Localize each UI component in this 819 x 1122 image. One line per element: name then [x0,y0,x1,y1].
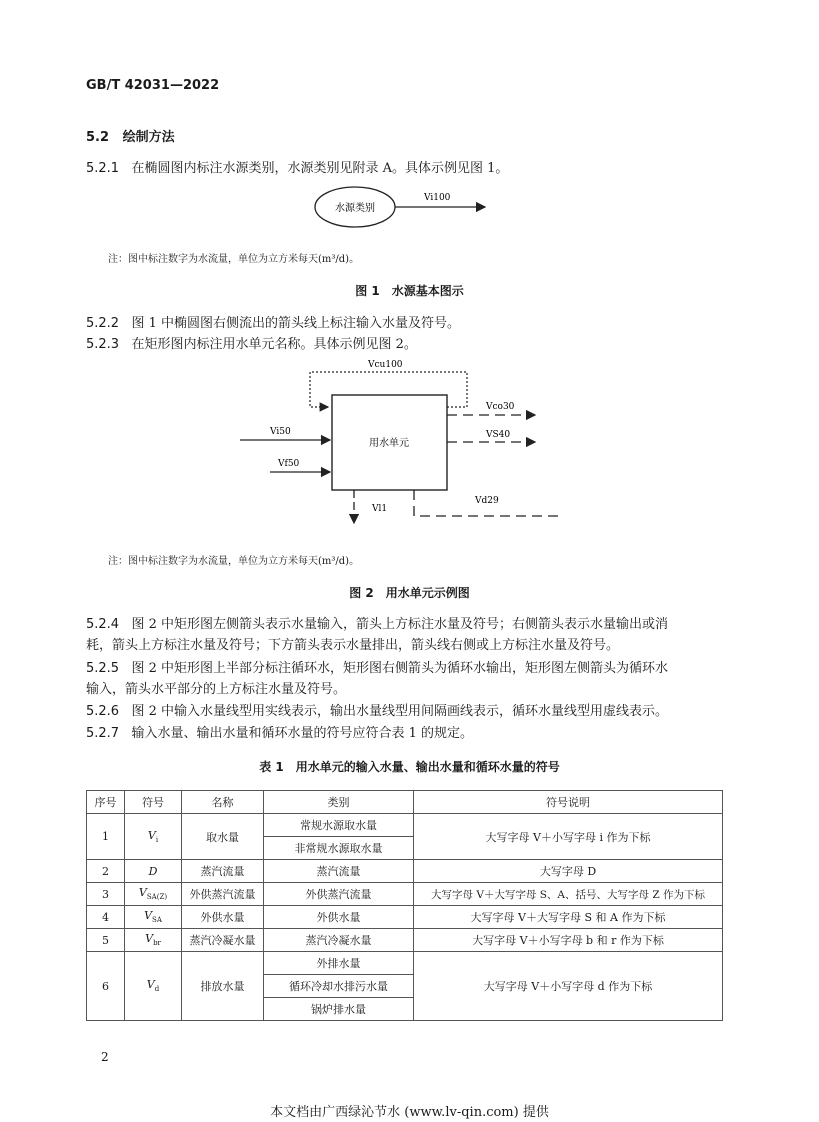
cell-category: 蒸汽冷凝水量 [264,929,414,952]
cell-category: 外供水量 [264,906,414,929]
cell-desc: 大写字母 V＋大写字母 S、A、括号、大写字母 Z 作为下标 [414,883,723,906]
symbol-letter: V [138,886,147,900]
input-label-2: Vf50 [278,459,300,469]
symbol-letter: D [148,864,158,878]
figure-2-caption: 图 2 用水单元示例图 [349,586,470,600]
clause-number: 5.2.4 [86,617,120,632]
section-heading [86,126,175,145]
clause-text: 图 2 中输入水量线型用实线表示，输出水量线型用间隔画线表示，循环水量线型用虚线表示。 [131,704,669,719]
water-unit-label: 用水单元 [369,438,409,449]
input-label-1: Vi50 [270,427,291,437]
cell-category: 锅炉排水量 [264,998,414,1021]
clause-number: 5.2.1 [86,161,120,176]
symbol-letter: V [144,909,153,923]
cell-symbol [125,929,182,952]
symbol-letter: V [145,932,154,946]
input-arrow-label: Vi100 [424,193,451,203]
cell-no: 2 [87,860,125,883]
clause-5-2-6 [86,701,668,722]
standard-number: GB/T 42031—2022 [86,78,220,93]
cell-category: 常规水源取水量 [264,814,414,837]
clause-text: 在椭圆图内标注水源类别，水源类别见附录 A。具体示例见图 1。 [131,161,509,176]
footer-credit: 本文档由广西绿沁节水 (www.lv-qin.com) 提供 [270,1105,549,1120]
figure-1-diagram [300,180,500,240]
header-cell: 符号 [125,791,182,814]
cell-no: 5 [87,929,125,952]
cell-no: 1 [87,814,125,860]
cell-category: 外供蒸汽流量 [264,883,414,906]
output-label-2: VS40 [486,430,511,440]
clause-5-2-4-cont: 耗，箭头上方标注水量及符号；下方箭头表示水量排出，箭头线右侧或上方标注水量及符号。 [86,638,620,653]
cell-desc: 大写字母 V＋小写字母 b 和 r 作为下标 [414,929,723,952]
cell-category: 非常规水源取水量 [264,837,414,860]
clause-5-2-5 [86,658,668,679]
figure-2-note: 注：图中标注数字为水流量，单位为立方米每天(m³/d)。 [108,556,360,567]
clause-number: 5.2.5 [86,661,120,676]
clause-5-2-1 [86,158,508,179]
clause-5-2-4 [86,614,668,635]
cell-name: 取水量 [182,814,264,860]
table-row [87,929,723,952]
clause-number: 5.2.7 [86,726,120,741]
cell-desc: 大写字母 V＋小写字母 i 作为下标 [414,814,723,860]
symbol-subscript: br [153,939,161,948]
discharge-label: Vd29 [475,496,499,506]
cell-name: 外供蒸汽流量 [182,883,264,906]
table-row [87,952,723,975]
cell-no: 6 [87,952,125,1021]
cell-name: 外供水量 [182,906,264,929]
clause-text-line1: 图 2 中矩形图左侧箭头表示水量输入，箭头上方标注水量及符号；右侧箭头表示水量输出或消 [131,617,669,632]
clause-text: 输入水量、输出水量和循环水量的符号应符合表 1 的规定。 [131,726,474,741]
cell-symbol [125,860,182,883]
output-label-1: Vco30 [486,402,515,412]
header-cell: 名称 [182,791,264,814]
symbol-subscript: SA(Z) [146,893,168,902]
cell-name: 蒸汽冷凝水量 [182,929,264,952]
section-title: 绘制方法 [122,130,175,145]
cell-no: 3 [87,883,125,906]
clause-number: 5.2.6 [86,704,120,719]
clause-5-2-2 [86,313,460,334]
recirculation-line [310,372,467,407]
clause-number: 5.2.3 [86,337,120,352]
cell-desc: 大写字母 D [414,860,723,883]
symbol-subscript: SA [152,916,162,925]
cell-name: 蒸汽流量 [182,860,264,883]
clause-5-2-7 [86,723,473,744]
header-cell: 符号说明 [414,791,723,814]
header-cell: 类别 [264,791,414,814]
cell-symbol [125,814,182,860]
header-cell: 序号 [87,791,125,814]
recirculation-label: Vcu100 [368,360,403,370]
clause-text: 图 1 中椭圆图右侧流出的箭头线上标注输入水量及符号。 [131,316,461,331]
clause-text: 在矩形图内标注用水单元名称。具体示例见图 2。 [131,337,417,352]
cell-name: 排放水量 [182,952,264,1021]
clause-text-line1: 图 2 中矩形图上半部分标注循环水，矩形图右侧箭头为循环水输出，矩形图左侧箭头为循环水 [131,661,669,676]
cell-symbol [125,883,182,906]
table-row [87,814,723,837]
page-number: 2 [101,1050,109,1064]
table-row [87,860,723,883]
symbol-subscript: i [155,836,159,845]
clause-5-2-5-cont: 输入，箭头水平部分的上方标注水量及符号。 [86,682,347,697]
table-row [87,883,723,906]
figure-1-caption: 图 1 水源基本图示 [355,284,464,298]
symbol-letter: V [147,828,156,842]
symbol-subscript: d [154,985,160,994]
table-header-row [87,791,723,814]
table-row [87,906,723,929]
symbol-letter: V [146,978,155,992]
bottom-drain-label: Vl1 [372,504,388,514]
cell-desc: 大写字母 V＋小写字母 d 作为下标 [414,952,723,1021]
cell-symbol [125,906,182,929]
cell-category: 外排水量 [264,952,414,975]
section-number: 5.2 [86,130,110,145]
clause-5-2-3 [86,334,417,355]
clause-number: 5.2.2 [86,316,120,331]
cell-symbol [125,952,182,1021]
cell-category: 循环冷却水排污水量 [264,975,414,998]
ellipse-label: 水源类别 [335,203,375,214]
figure-1-note: 注：图中标注数字为水流量，单位为立方米每天(m³/d)。 [108,254,360,265]
symbol-table [86,790,723,1021]
figure-2-diagram [230,355,575,540]
table-1-caption: 表 1 用水单元的输入水量、输出水量和循环水量的符号 [259,760,560,774]
cell-no: 4 [87,906,125,929]
cell-desc: 大写字母 V＋大写字母 S 和 A 作为下标 [414,906,723,929]
cell-category: 蒸汽流量 [264,860,414,883]
